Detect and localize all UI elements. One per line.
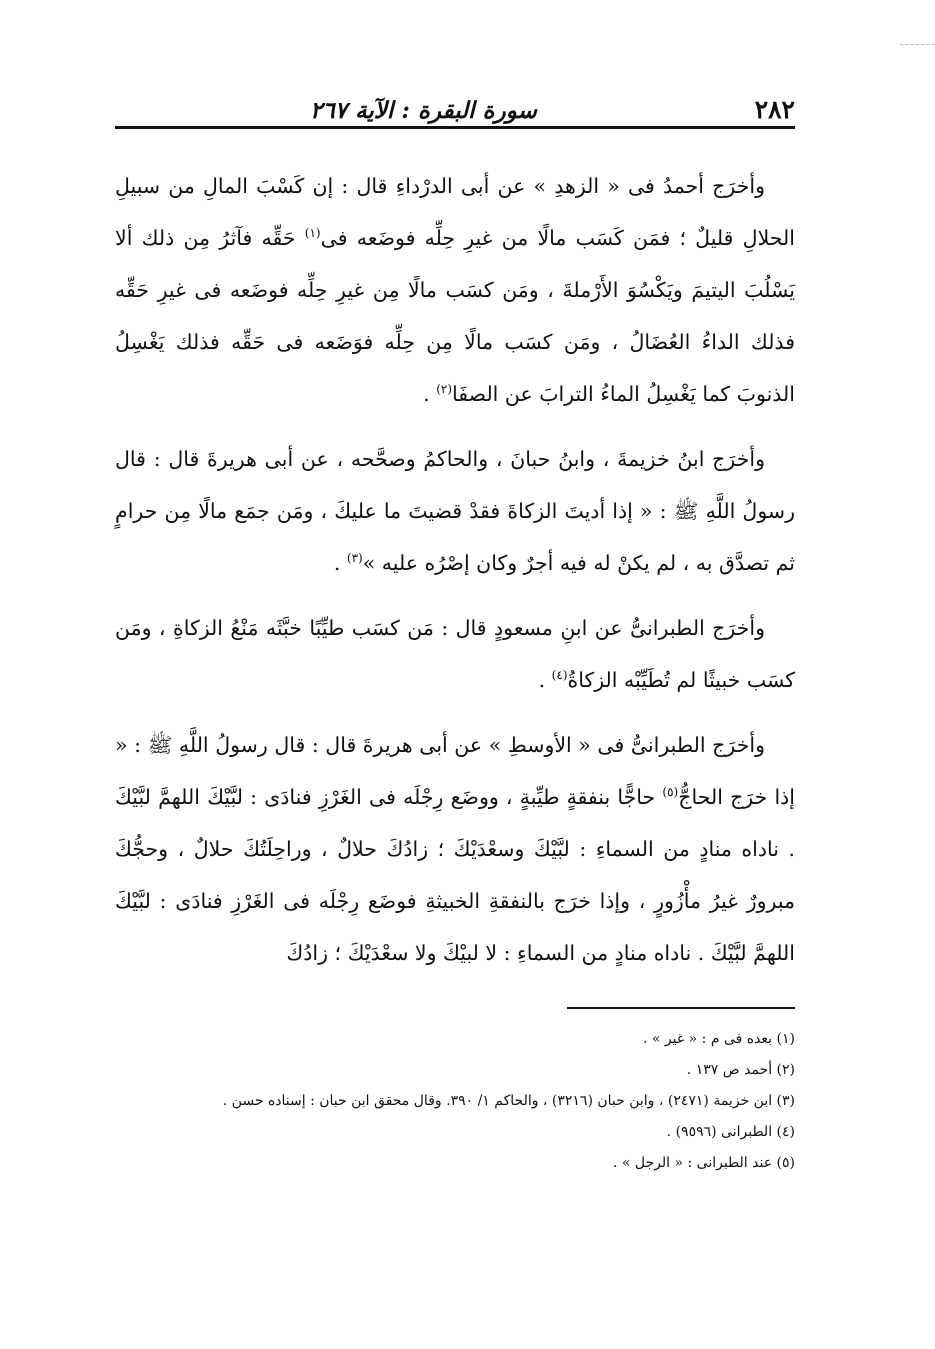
footnote: (١) بعده فى م : « غير » . [643,1031,795,1047]
paragraph-text: وأخرَج ابنُ خزيمةَ ، وابنُ حبانَ ، والحاكمُ وصحَّحه ، عن أبى هريرةَ قال : قال رسولُ اللَّهِ ﷺ : « إذا أديتَ الزكاةَ فقدْ قضيتَ ما عليكَ ، ومَن جمَع مالًا مِن حرامٍ ثم تصدَّق به ، لم يكنْ له فيه أجرٌ وكان إصْرُه عليه » [115,447,795,575]
paragraph [115,433,795,589]
paragraph-end: . [423,382,437,406]
footnotes [115,1024,795,1179]
paragraph [115,719,795,979]
footnote-ref[interactable]: (٤) [551,668,568,683]
paragraph-text: حاجًّا بنفقةٍ طيِّبةٍ ، ووضَع رِجْلَه فى الغَرْزِ فنادَى : لبَّيْكَ اللهمَّ لبَّيْكَ . ناداه منادٍ من السماءِ : لبَّيْكَ وسعْدَيْكَ ؛ زادُكَ حلالٌ ، وراحِلَتُكَ حلالٌ ، وحجُّكَ مبرورٌ غيرُ مأْزُورٍ ، وإذا خرَج بالنفقةِ الخبيثةِ فوضَع رِجْلَه فى الغَرْزِ فنادَى : لبَّيْكَ اللهمَّ لبَّيْكَ . ناداه منادٍ من السماءِ : لا لبيْكَ ولا سعْدَيْكَ ؛ زادُكَ [115,785,795,965]
footnote-ref[interactable]: (٣) [346,551,363,566]
header-rule [115,126,795,129]
running-title: سورة البقرة : الآية ٢٦٧ [310,97,537,124]
paragraph-text: وأخرَج أحمدُ فى « الزهدِ » عن أبى الدرْداءِ قال : إن كَسْبَ المالِ من سبيلِ الحلالِ قليلٌ ؛ فمَن كَسَب مالًا من غيرِ حِلِّه فوضَعه فى [115,174,795,250]
paragraph-text: حَقِّه فآثرُ مِن ذلك ألا يَسْلُبَ اليتيمَ ويَكْسُوَ الأَرْملةَ ، ومَن كسَب مالًا مِن غيرِ حِلِّه فوضَعه فى غيرِ حَقِّه فذلك الداءُ العُضَالُ ، ومَن كسَب مالًا مِن حِلِّه فوَضَعه فى حَقِّه فذلك يَغْسِلُ الذنوبَ كما يَغْسِلُ الماءُ الترابَ عن الصفَا [115,226,795,406]
footnote: (٤) الطبرانى (٩٥٩٦) . [666,1124,795,1140]
footnote-ref[interactable]: (٥) [662,785,679,800]
footnote: (٣) ابن خزيمة (٢٤٧١) ، وابن حبان (٣٢١٦) ، والحاكم ١/ ٣٩٠. وقال محقق ابن حبان : إسناده حسن . [222,1093,795,1109]
footnote: (٥) عند الطبرانى : « الرجل » . [612,1155,795,1171]
paragraph [115,160,795,420]
main-text [115,160,795,992]
scan-mark [900,44,935,45]
paragraph-end: . [333,551,347,575]
footnote-ref[interactable]: (١) [304,226,321,241]
paragraph-text: وأخرَج الطبرانىُّ فى « الأوسطِ » عن أبى هريرةَ قال : قال رسولُ اللَّهِ ﷺ : « إذا خرَج الحاجُّ [115,733,795,809]
paragraph-text: وأخرَج الطبرانىُّ عن ابنِ مسعودٍ قال : مَن كسَب طيِّبًا خبَّثَه مَنْعُ الزكاةِ ، ومَن كسَب خبيثًا لم تُطَيِّبْه الزكاةُ [115,616,795,692]
footnote-rule [567,1007,795,1009]
paragraph-end: . [538,668,552,692]
footnote: (٢) أحمد ص ١٣٧ . [686,1062,795,1078]
page-header [115,80,795,124]
paragraph [115,602,795,706]
footnote-ref[interactable]: (٢) [436,382,453,397]
page-number: ٢٨٢ [754,95,795,124]
